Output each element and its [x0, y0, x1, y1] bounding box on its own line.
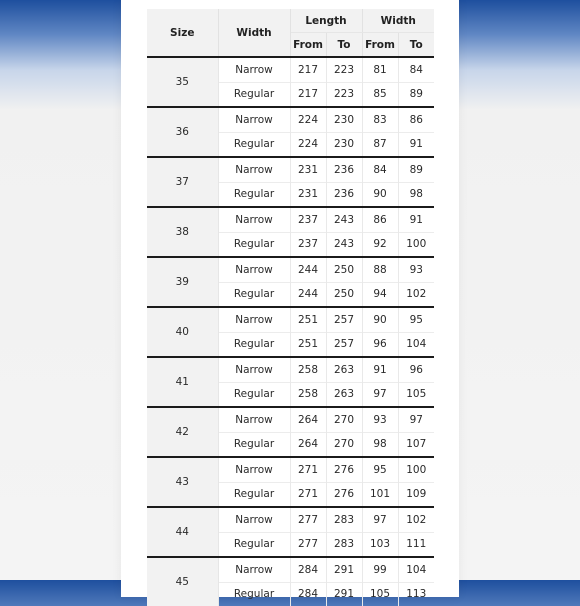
width-to-cell: 100 [398, 457, 434, 482]
length-to-cell: 223 [326, 82, 362, 107]
width-type-cell: Regular [218, 382, 290, 407]
size-cell: 38 [147, 207, 218, 257]
width-type-cell: Regular [218, 482, 290, 507]
width-type-cell: Narrow [218, 507, 290, 532]
width-to-cell: 89 [398, 157, 434, 182]
width-type-cell: Regular [218, 532, 290, 557]
size-chart-card [121, 0, 459, 601]
width-from-cell: 83 [362, 107, 398, 132]
table-row [147, 57, 434, 82]
length-from-cell: 237 [290, 207, 326, 232]
width-from-cell: 98 [362, 432, 398, 457]
length-from-cell: 224 [290, 132, 326, 157]
width-to-cell: 102 [398, 282, 434, 307]
width-to-cell: 109 [398, 482, 434, 507]
width-to-cell: 100 [398, 232, 434, 257]
length-from-cell: 284 [290, 557, 326, 582]
width-from-cell: 86 [362, 207, 398, 232]
width-type-cell: Narrow [218, 207, 290, 232]
width-type-cell: Regular [218, 582, 290, 606]
table-body [147, 57, 434, 606]
size-cell: 40 [147, 307, 218, 357]
width-to-cell: 91 [398, 132, 434, 157]
size-chart-table [147, 9, 434, 606]
width-type-cell: Narrow [218, 157, 290, 182]
length-to-cell: 230 [326, 132, 362, 157]
width-to-cell: 96 [398, 357, 434, 382]
length-from-cell: 271 [290, 457, 326, 482]
size-cell: 36 [147, 107, 218, 157]
width-type-cell: Narrow [218, 257, 290, 282]
width-type-cell: Regular [218, 282, 290, 307]
length-to-cell: 250 [326, 282, 362, 307]
length-to-cell: 270 [326, 407, 362, 432]
length-to-cell: 236 [326, 157, 362, 182]
width-to-cell: 104 [398, 557, 434, 582]
width-type-cell: Narrow [218, 407, 290, 432]
table-row [147, 557, 434, 582]
length-from-cell: 284 [290, 582, 326, 606]
width-to-cell: 86 [398, 107, 434, 132]
width-from-cell: 88 [362, 257, 398, 282]
width-from-cell: 105 [362, 582, 398, 606]
table-row [147, 457, 434, 482]
table-header [147, 9, 434, 57]
length-from-cell: 258 [290, 357, 326, 382]
header-width-to: To [398, 33, 434, 58]
header-width-group: Width [362, 9, 434, 33]
width-from-cell: 91 [362, 357, 398, 382]
width-to-cell: 102 [398, 507, 434, 532]
width-from-cell: 90 [362, 182, 398, 207]
header-size: Size [147, 9, 218, 57]
width-type-cell: Narrow [218, 107, 290, 132]
length-from-cell: 231 [290, 182, 326, 207]
length-to-cell: 243 [326, 232, 362, 257]
length-to-cell: 250 [326, 257, 362, 282]
length-from-cell: 258 [290, 382, 326, 407]
width-type-cell: Narrow [218, 357, 290, 382]
length-from-cell: 231 [290, 157, 326, 182]
length-from-cell: 217 [290, 57, 326, 82]
width-from-cell: 96 [362, 332, 398, 357]
table-row [147, 357, 434, 382]
width-to-cell: 93 [398, 257, 434, 282]
size-cell: 43 [147, 457, 218, 507]
width-from-cell: 93 [362, 407, 398, 432]
width-to-cell: 97 [398, 407, 434, 432]
header-length-to: To [326, 33, 362, 58]
header-width: Width [218, 9, 290, 57]
length-from-cell: 251 [290, 332, 326, 357]
width-from-cell: 94 [362, 282, 398, 307]
length-to-cell: 257 [326, 332, 362, 357]
width-from-cell: 87 [362, 132, 398, 157]
length-to-cell: 270 [326, 432, 362, 457]
width-to-cell: 104 [398, 332, 434, 357]
length-to-cell: 276 [326, 482, 362, 507]
width-from-cell: 97 [362, 382, 398, 407]
width-from-cell: 101 [362, 482, 398, 507]
length-from-cell: 244 [290, 257, 326, 282]
length-from-cell: 277 [290, 532, 326, 557]
width-to-cell: 98 [398, 182, 434, 207]
length-from-cell: 224 [290, 107, 326, 132]
table-row [147, 407, 434, 432]
length-to-cell: 291 [326, 557, 362, 582]
width-type-cell: Regular [218, 232, 290, 257]
length-to-cell: 263 [326, 357, 362, 382]
header-length-from: From [290, 33, 326, 58]
width-to-cell: 89 [398, 82, 434, 107]
length-to-cell: 283 [326, 532, 362, 557]
width-from-cell: 99 [362, 557, 398, 582]
width-type-cell: Regular [218, 332, 290, 357]
length-from-cell: 264 [290, 407, 326, 432]
length-to-cell: 230 [326, 107, 362, 132]
width-type-cell: Regular [218, 82, 290, 107]
length-to-cell: 283 [326, 507, 362, 532]
length-from-cell: 251 [290, 307, 326, 332]
width-type-cell: Narrow [218, 457, 290, 482]
width-from-cell: 90 [362, 307, 398, 332]
length-from-cell: 217 [290, 82, 326, 107]
width-to-cell: 111 [398, 532, 434, 557]
size-cell: 42 [147, 407, 218, 457]
width-type-cell: Regular [218, 132, 290, 157]
width-type-cell: Regular [218, 182, 290, 207]
width-from-cell: 92 [362, 232, 398, 257]
length-from-cell: 244 [290, 282, 326, 307]
header-width-from: From [362, 33, 398, 58]
length-to-cell: 276 [326, 457, 362, 482]
width-from-cell: 97 [362, 507, 398, 532]
size-cell: 35 [147, 57, 218, 107]
size-cell: 41 [147, 357, 218, 407]
table-row [147, 507, 434, 532]
table-row [147, 257, 434, 282]
length-to-cell: 257 [326, 307, 362, 332]
size-cell: 44 [147, 507, 218, 557]
length-to-cell: 291 [326, 582, 362, 606]
table-row [147, 307, 434, 332]
width-to-cell: 95 [398, 307, 434, 332]
header-length-group: Length [290, 9, 362, 33]
width-from-cell: 84 [362, 157, 398, 182]
width-to-cell: 107 [398, 432, 434, 457]
width-to-cell: 84 [398, 57, 434, 82]
width-type-cell: Narrow [218, 307, 290, 332]
length-to-cell: 223 [326, 57, 362, 82]
width-type-cell: Narrow [218, 57, 290, 82]
length-to-cell: 243 [326, 207, 362, 232]
width-type-cell: Regular [218, 432, 290, 457]
size-cell: 39 [147, 257, 218, 307]
length-from-cell: 237 [290, 232, 326, 257]
length-from-cell: 277 [290, 507, 326, 532]
size-cell: 45 [147, 557, 218, 606]
width-type-cell: Narrow [218, 557, 290, 582]
size-cell: 37 [147, 157, 218, 207]
width-from-cell: 85 [362, 82, 398, 107]
table-row [147, 207, 434, 232]
length-from-cell: 271 [290, 482, 326, 507]
width-from-cell: 95 [362, 457, 398, 482]
width-to-cell: 113 [398, 582, 434, 606]
width-to-cell: 91 [398, 207, 434, 232]
width-from-cell: 103 [362, 532, 398, 557]
length-to-cell: 236 [326, 182, 362, 207]
length-from-cell: 264 [290, 432, 326, 457]
table-row [147, 157, 434, 182]
length-to-cell: 263 [326, 382, 362, 407]
width-from-cell: 81 [362, 57, 398, 82]
width-to-cell: 105 [398, 382, 434, 407]
table-row [147, 107, 434, 132]
